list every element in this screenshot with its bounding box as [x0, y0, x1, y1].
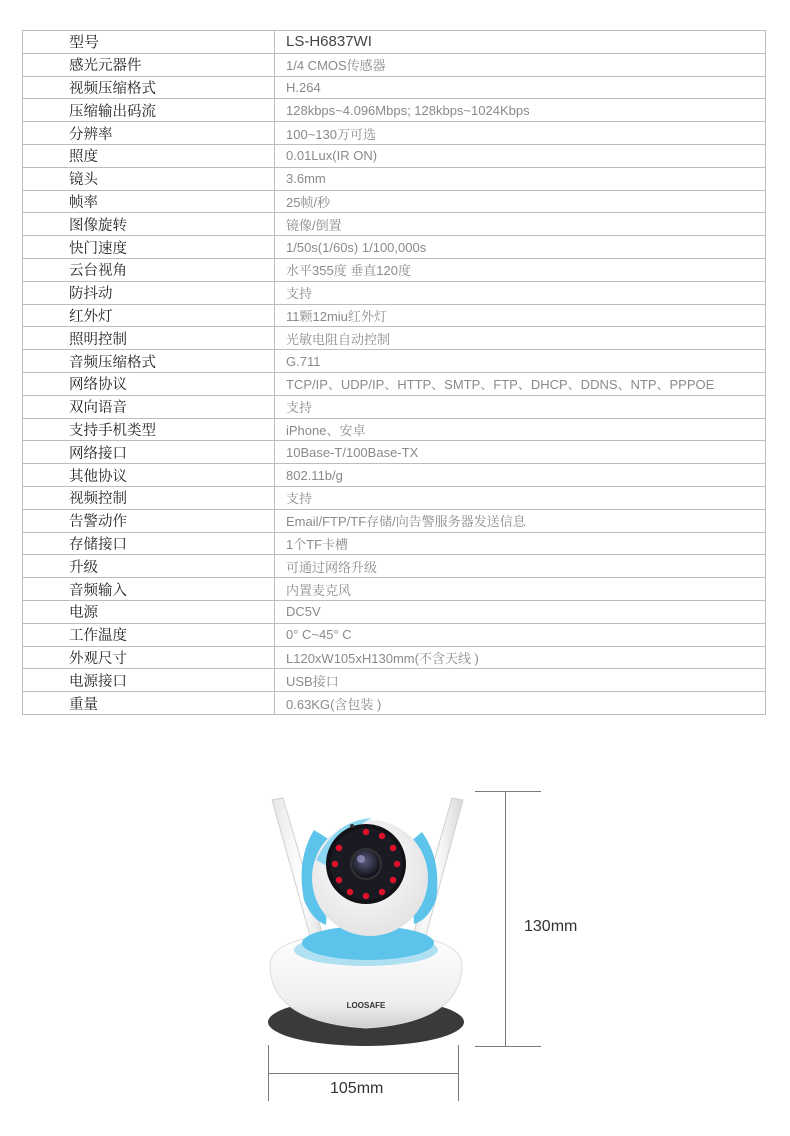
spec-value: 1/4 CMOS传感器 [275, 53, 766, 76]
spec-value: LS-H6837WI [275, 31, 766, 54]
spec-label: 重量 [23, 692, 275, 715]
spec-table-body [23, 31, 766, 715]
spec-value: Email/FTP/TF存储/向告警服务器发送信息 [275, 509, 766, 532]
lens [351, 849, 381, 879]
spec-value: 0.01Lux(IR ON) [275, 144, 766, 167]
spec-row [23, 395, 766, 418]
spec-row [23, 167, 766, 190]
spec-row [23, 76, 766, 99]
spec-row [23, 464, 766, 487]
spec-value: 128kbps~4.096Mbps; 128kbps~1024Kbps [275, 99, 766, 122]
spec-value: 支持 [275, 486, 766, 509]
spec-label: 外观尺寸 [23, 646, 275, 669]
spec-label: 红外灯 [23, 304, 275, 327]
spec-value: 1/50s(1/60s) 1/100,000s [275, 236, 766, 259]
spec-value: G.711 [275, 350, 766, 373]
spec-row [23, 144, 766, 167]
spec-row [23, 646, 766, 669]
spec-value: 可通过网络升级 [275, 555, 766, 578]
spec-value: 支持 [275, 281, 766, 304]
spec-label: 网络协议 [23, 372, 275, 395]
height-dimension-label: 130mm [524, 918, 578, 935]
spec-label: 分辨率 [23, 122, 275, 145]
spec-value: 100~130万可选 [275, 122, 766, 145]
spec-row [23, 600, 766, 623]
spec-label: 音频压缩格式 [23, 350, 275, 373]
spec-value: 0.63KG(含包装 ) [275, 692, 766, 715]
spec-label: 照度 [23, 144, 275, 167]
spec-value: TCP/IP、UDP/IP、HTTP、SMTP、FTP、DHCP、DDNS、NTP、PPPOE [275, 372, 766, 395]
spec-row [23, 555, 766, 578]
spec-row [23, 623, 766, 646]
height-dimension-top-tick [475, 791, 541, 792]
height-dimension-line [505, 791, 506, 1046]
spec-value: iPhone、安卓 [275, 418, 766, 441]
spec-value: 25帧/秒 [275, 190, 766, 213]
spec-label: 感光元器件 [23, 53, 275, 76]
spec-label: 帧率 [23, 190, 275, 213]
width-dimension-right-tick [458, 1045, 459, 1101]
spec-row [23, 350, 766, 373]
spec-label: 视频控制 [23, 486, 275, 509]
spec-table [22, 30, 766, 715]
spec-value: 支持 [275, 395, 766, 418]
spec-value: USB接口 [275, 669, 766, 692]
spec-label: 图像旋转 [23, 213, 275, 236]
spec-row [23, 578, 766, 601]
spec-value: 11颗12miu红外灯 [275, 304, 766, 327]
spec-value: 光敏电阻自动控制 [275, 327, 766, 350]
spec-row [23, 532, 766, 555]
spec-value: 0° C~45° C [275, 623, 766, 646]
spec-row [23, 692, 766, 715]
spec-label: 镜头 [23, 167, 275, 190]
spec-row [23, 418, 766, 441]
spec-row [23, 236, 766, 259]
spec-value: L120xW105xH130mm(不含天线 ) [275, 646, 766, 669]
spec-label: 告警动作 [23, 509, 275, 532]
brand-logo: LOOSAFE [346, 1001, 386, 1010]
spec-row [23, 213, 766, 236]
spec-row [23, 509, 766, 532]
spec-label: 双向语音 [23, 395, 275, 418]
spec-label: 电源接口 [23, 669, 275, 692]
spec-label: 网络接口 [23, 441, 275, 464]
spec-row [23, 99, 766, 122]
spec-value: 内置麦克风 [275, 578, 766, 601]
spec-label: 云台视角 [23, 258, 275, 281]
spec-label: 支持手机类型 [23, 418, 275, 441]
spec-value: DC5V [275, 600, 766, 623]
camera-illustration [0, 760, 790, 1136]
spec-label: 防抖动 [23, 281, 275, 304]
spec-row [23, 190, 766, 213]
spec-label: 存储接口 [23, 532, 275, 555]
height-dimension-bottom-tick [475, 1046, 541, 1047]
product-figure [0, 760, 790, 1136]
spec-label: 工作温度 [23, 623, 275, 646]
spec-row [23, 372, 766, 395]
spec-value: H.264 [275, 76, 766, 99]
spec-row [23, 258, 766, 281]
spec-value: 镜像/倒置 [275, 213, 766, 236]
spec-row [23, 53, 766, 76]
spec-label: 压缩输出码流 [23, 99, 275, 122]
spec-row [23, 281, 766, 304]
spec-value: 10Base-T/100Base-TX [275, 441, 766, 464]
spec-label: 电源 [23, 600, 275, 623]
spec-row [23, 669, 766, 692]
spec-label: 型号 [23, 31, 275, 54]
spec-row [23, 31, 766, 54]
spec-value: 水平355度 垂直120度 [275, 258, 766, 281]
spec-row [23, 327, 766, 350]
spec-value: 1个TF卡槽 [275, 532, 766, 555]
spec-row [23, 122, 766, 145]
spec-row [23, 304, 766, 327]
spec-label: 其他协议 [23, 464, 275, 487]
spec-label: 视频压缩格式 [23, 76, 275, 99]
spec-row [23, 441, 766, 464]
spec-label: 音频输入 [23, 578, 275, 601]
spec-label: 照明控制 [23, 327, 275, 350]
spec-value: 3.6mm [275, 167, 766, 190]
width-dimension-label: 105mm [330, 1080, 384, 1097]
spec-row [23, 486, 766, 509]
spec-label: 升级 [23, 555, 275, 578]
spec-value: 802.11b/g [275, 464, 766, 487]
width-dimension-line [268, 1073, 458, 1074]
spec-label: 快门速度 [23, 236, 275, 259]
